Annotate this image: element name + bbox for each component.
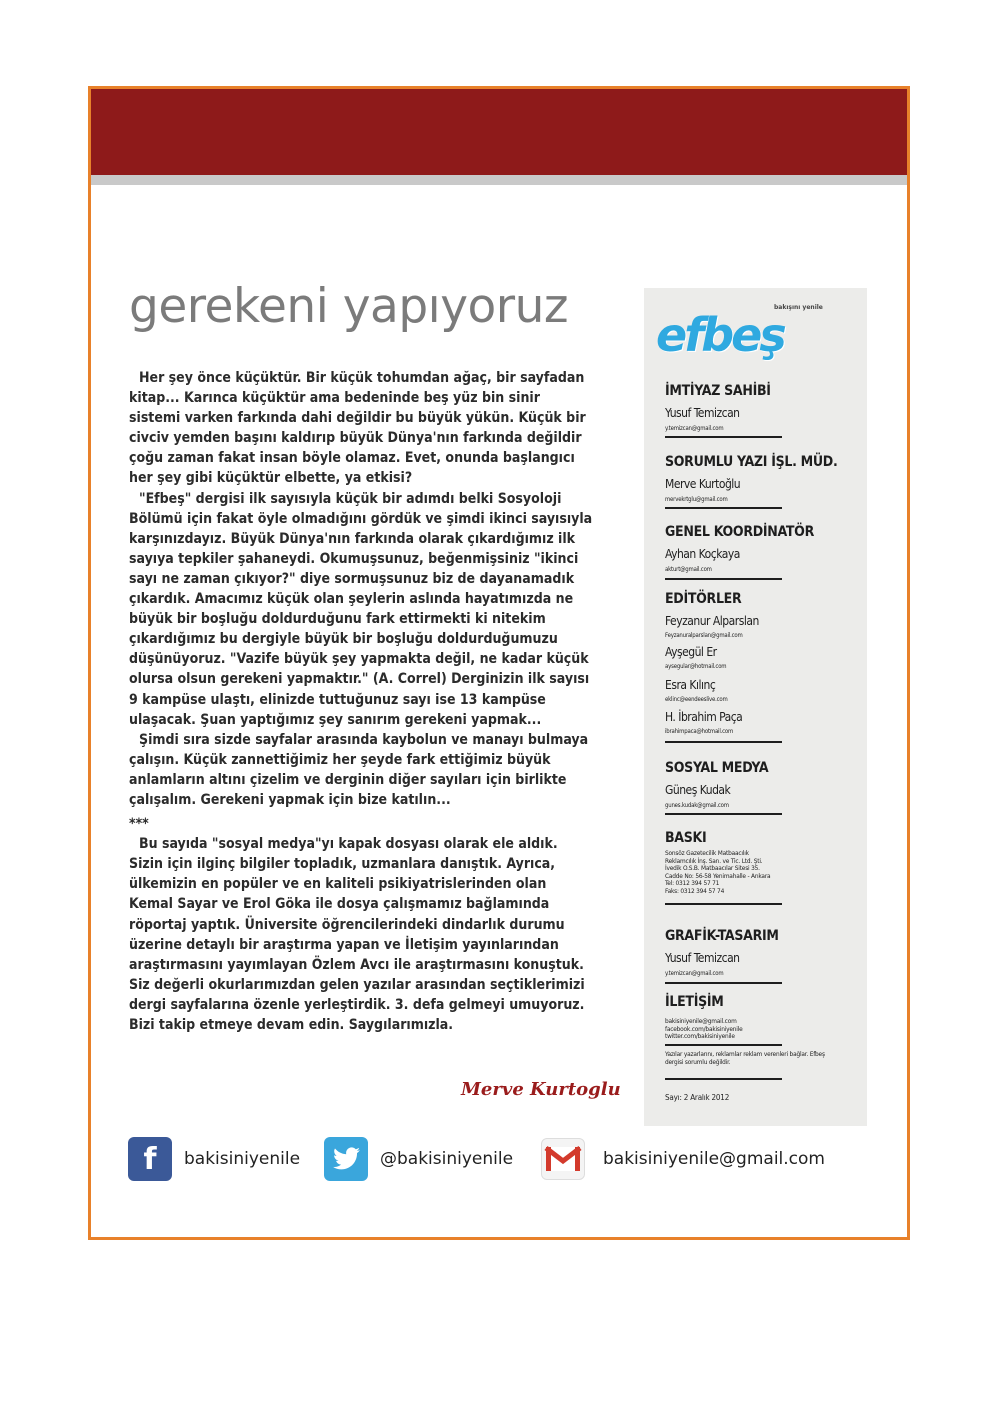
facebook-handle: bakisiniyenile	[184, 1149, 301, 1169]
divider	[665, 813, 782, 815]
name-sosyal: Güneş Kudak	[665, 783, 731, 797]
signature: Merve Kurtoglu	[461, 1079, 621, 1100]
twitter-link[interactable]	[324, 1136, 513, 1182]
heading-koordinator: GENEL KOORDİNATÖR	[665, 524, 814, 540]
article-body	[129, 368, 594, 1035]
page-frame	[88, 86, 910, 1240]
name-grafik: Yusuf Temizcan	[665, 951, 740, 965]
divider	[665, 982, 782, 984]
facebook-link[interactable]	[128, 1136, 300, 1182]
banner-shadow	[91, 175, 907, 185]
heading-imtiyaz: İMTİYAZ SAHİBİ	[665, 383, 771, 399]
efbes-logo	[656, 302, 826, 362]
name-koordinator: Ayhan Koçkaya	[665, 547, 740, 561]
email-editor: ibrahimpaca@hotmail.com	[665, 728, 734, 735]
name-sorumlu: Merve Kurtoğlu	[665, 477, 741, 491]
heading-baski: BASKI	[665, 830, 707, 846]
twitter-icon	[324, 1137, 368, 1181]
gmail-icon	[541, 1138, 585, 1180]
email-koordinator: akturt@gmail.com	[665, 566, 712, 573]
email-sorumlu: mervekrtglu@gmail.com	[665, 496, 728, 503]
top-banner	[91, 89, 907, 175]
email-editor: aysegular@hotmail.com	[665, 663, 727, 670]
divider	[665, 436, 782, 438]
name-editor: Ayşegül Er	[665, 645, 717, 659]
heading-sosyal: SOSYAL MEDYA	[665, 760, 769, 776]
logo-tagline: bakışını yenile	[774, 304, 823, 311]
name-editor: Feyzanur Alparslan	[665, 614, 759, 628]
name-editor: H. İbrahim Paça	[665, 710, 743, 724]
iletisim-lines	[665, 1018, 835, 1041]
email-sosyal: gunes.kudak@gmail.com	[665, 802, 729, 809]
disclaimer: Yazılar yazarlarını, reklamlar reklam verenleri bağlar. Efbeş dergisi sorumlu değildir.	[665, 1050, 825, 1066]
address-line: Sonsöz Gazetecilik Matbaacılık	[665, 849, 749, 857]
contact-line: bakisiniyenile@gmail.com	[665, 1017, 737, 1025]
divider	[665, 1078, 782, 1080]
email-imtiyaz: y.temizcan@gmail.com	[665, 425, 724, 432]
heading-editorler: EDİTÖRLER	[665, 591, 742, 607]
address-line: Tel: 0312 394 57 71	[665, 879, 720, 888]
email-editor: eklinc@eendeeslive.com	[665, 696, 728, 703]
facebook-icon: f	[128, 1137, 172, 1181]
divider	[665, 1044, 782, 1046]
contact-line: facebook.com/bakisiniyenile	[665, 1024, 743, 1033]
email-editor: Feyzanuralparslan@gmail.com	[665, 632, 743, 639]
baski-address	[665, 850, 835, 896]
separator: ***	[129, 816, 149, 833]
email-grafik: y.temizcan@gmail.com	[665, 970, 724, 977]
address-line: İvedik O.S.B. Matbaacılar Sitesi 35.	[665, 864, 760, 873]
address-line: Faks: 0312 394 57 74	[665, 886, 725, 895]
heading-sorumlu: SORUMLU YAZI İŞL. MÜD.	[665, 454, 838, 470]
logo-text: efbeş	[656, 308, 784, 362]
name-imtiyaz: Yusuf Temizcan	[665, 406, 740, 420]
paragraph: Bu sayıda "sosyal medya"yı kapak dosyası olarak ele aldık. Sizin için ilginç bilgiler topladık, uzmanlara danıştık. Ayrıca, ülkemizin en popüler ve en kaliteli psikiyatrislerinden olan Kemal Sayar ve Erol Göka ile dosya çalışmamız bağlamında röportaj yaptık. Üniversite öğrencilerindeki dindarlık durumu üzerine detaylı bir araştırma yapan ve İletişim yayınlarından araştırmasını yayımlayan Özlem Avcı ile araştırmasını konuştuk. Siz değerli okurlarımızdan gelen yazılar arasından seçtiklerimizi dergi sayfalarına özenle yerleştirdik. 3. defa gelmeyi umuyoruz. Bizi takip etmeye devam edin. Saygılarımızla.	[129, 836, 585, 1033]
divider	[665, 903, 782, 905]
divider	[665, 578, 782, 580]
paragraph: "Efbeş" dergisi ilk sayısıyla küçük bir adımdı belki Sosyoloji Bölümü için fakat öyle olmadığını gördük ve şimdi ikinci sayısıyla karşınızdayız. Büyük Dünya'nın farkında olarak çıkardığımız ilk sayıya tepkiler şahaneydi. Okumuşsunuz, beğenmişsiniz "ikinci sayı ne zaman çıkıyor?" diye sormuşsunuz biz de dayanamadık çıkardık. Amacımız küçük olan şeylerin aslında hayatımızda ne büyük bir boşluğu doldurduğunu fark ettirmekti ki nitekim çıkardığımız bu dergiyle büyük bir boşluğu doldurduğumuzu düşünüyoruz. "Vazife büyük şey yapmakta değil, ne kadar küçük olursa olsun gerekeni yapmaktır." (A. Correl) Derginizin ilk sayısı 9 kampüse ulaştı, elinizde tuttuğunuz sayı ise 13 kampüse ulaşacak. Şuan yaptığımız şey sanırım gerekeni yapmak...	[129, 490, 593, 728]
gmail-link[interactable]	[541, 1136, 825, 1182]
address-line: Cadde No: 56-58 Yenimahalle - Ankara	[665, 871, 771, 880]
divider	[665, 741, 782, 743]
paragraph: Her şey önce küçüktür. Bir küçük tohumdan ağaç, bir sayfadan kitap... Karınca küçüktür ama bedeninde beş yüz bin sinir sistemi varken farkında dahi değildir bu büyük yükün. Küçük bir civciv yemden başını kaldırıp büyük Dünya'nın farkında değildir çoğu zaman fakat insan böyle olamaz. Evet, onunda başlangıcı her şey gibi küçüktür elbette, ya etkisi?	[129, 370, 586, 487]
article-title: gerekeni yapıyoruz	[129, 279, 569, 334]
contact-line: twitter.com/bakisiniyenile	[665, 1032, 735, 1041]
paragraph: Şimdi sıra sizde sayfalar arasında kaybolun ve manayı bulmaya çalışın. Küçük zannettiğimiz her şeyde fark ettiğimiz büyük anlamların altını çizelim ve derginin diğer sayıları için birlikte çalışalım. Gerekeni yapmak için bize katılın...	[129, 731, 589, 808]
masthead-sidebar	[644, 288, 867, 1126]
twitter-handle: @bakisiniyenile	[380, 1149, 514, 1169]
heading-iletisim: İLETİŞİM	[665, 994, 724, 1010]
issue-info: Sayı: 2 Aralık 2012	[665, 1093, 730, 1102]
heading-grafik: GRAFİK-TASARIM	[665, 928, 779, 944]
address-line: Reklamcılık İnş. San. ve Tic. Ltd. Şti.	[665, 856, 763, 865]
gmail-address: bakisiniyenile@gmail.com	[603, 1149, 825, 1169]
divider	[665, 507, 782, 509]
name-editor: Esra Kılınç	[665, 678, 716, 692]
